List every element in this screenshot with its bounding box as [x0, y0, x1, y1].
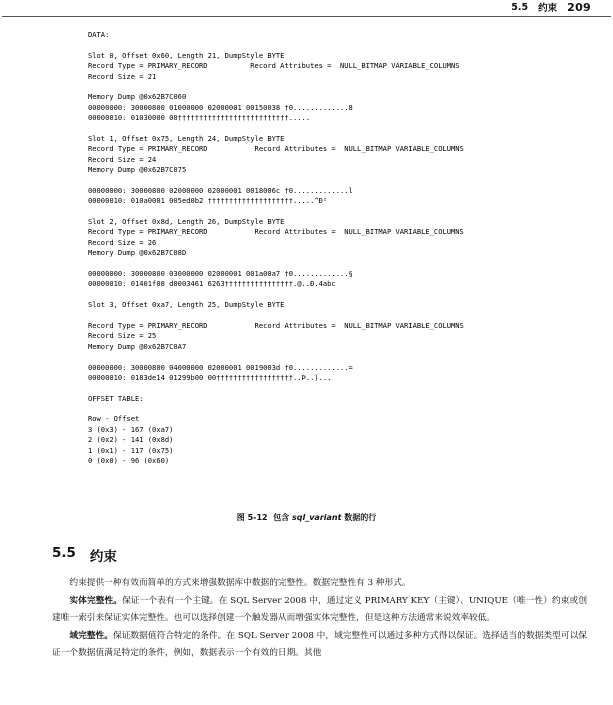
dump-line: 00000000: 30000800 03000000 02000001 001a00a7 †0.............§ [88, 268, 353, 278]
dump-line: Record Size = 25 [88, 331, 157, 341]
figure-label: 图 5-12 [236, 513, 268, 522]
dump-line [88, 124, 588, 134]
dump-line: Record Type = PRIMARY_RECORD Record Attributes = NULL_BITMAP VARIABLE_COLUMNS [88, 320, 464, 330]
header-rule [2, 16, 611, 17]
dump-line [88, 311, 588, 321]
paragraph [52, 593, 587, 628]
dump-line [88, 207, 588, 217]
dump-line: 00000000: 30000800 02000000 02000001 0018006c †0.............l [88, 185, 353, 195]
section-title: 约束 [89, 549, 117, 565]
page-number: 209 [567, 0, 591, 14]
dump-line [88, 175, 588, 185]
dump-line: 1 (0x1) - 117 (0x75) [88, 445, 174, 455]
caption-before: 包含 [273, 513, 292, 522]
dump-line: Record Type = PRIMARY_RECORD Record Attributes = NULL_BITMAP VARIABLE_COLUMNS [88, 227, 464, 237]
dump-line: Row - Offset [88, 414, 140, 424]
dump-line: Record Type = PRIMARY_RECORD Record Attributes = NULL_BITMAP VARIABLE_COLUMNS [88, 61, 460, 71]
paragraph-lead: 域完整性。 [69, 630, 113, 641]
dump-line: 2 (0x2) - 141 (0x8d) [88, 435, 174, 445]
dump-line [88, 383, 588, 393]
dump-line: Memory Dump @0x62B7C075 [88, 165, 187, 175]
dump-line: Record Size = 26 [88, 237, 157, 247]
dump-line [88, 259, 588, 269]
dump-line: Slot 3, Offset 0xa7, Length 25, DumpStyle BYTE [88, 300, 285, 310]
dump-line: Memory Dump @0x62B7C0A7 [88, 341, 187, 351]
dump-line: 0 (0x0) - 96 (0x60) [88, 456, 170, 466]
dump-line: 00000010: 0183de14 01299b00 00††††††††††††††††††..Þ..)... [88, 372, 332, 382]
dump-line: Memory Dump @0x62B7C060 [88, 92, 187, 102]
dump-line: OFFSET TABLE: [88, 393, 144, 403]
figure-caption [0, 512, 613, 523]
dump-line [88, 40, 588, 50]
dump-line [88, 352, 588, 362]
paragraph-text: 保证数据值符合特定的条件。在 SQL Server 2008 中，域完整性可以通过多种方式得以保证。选择适当的数据类型可以保证一个数据值满足特定的条件，例如，数据表示一个有效的日期。其他 [52, 630, 587, 659]
paragraph-text: 保证一个表有一个主键。在 SQL Server 2008 中，通过定义 PRIMARY KEY（主键）、UNIQUE（唯一性）约束或创建唯一索引来保证实体完整性。也可以选择创建一个触发器从而增强实体完整性，但是这种方法通常来说效率较低。 [52, 595, 588, 624]
dump-line: 00000010: 01401f08 d0003461 6263††††††††††††††††.@..Ð.4abc [88, 279, 336, 289]
dump-line [88, 290, 588, 300]
paragraph [52, 575, 587, 593]
dump-line: 3 (0x3) - 167 (0xa7) [88, 424, 174, 434]
dump-line: Slot 2, Offset 0x8d, Length 26, DumpStyle BYTE [88, 217, 285, 227]
paragraph [52, 628, 587, 663]
caption-after: 数据的行 [341, 513, 377, 522]
header-section-number: 5.5 [511, 1, 529, 13]
paragraph-text: 约束提供一种有效而简单的方式来增强数据库中数据的完整性。数据完整性有 3 种形式。 [69, 578, 411, 588]
dump-line: Slot 1, Offset 0x75, Length 24, DumpStyle BYTE [88, 133, 285, 143]
page-header [511, 0, 591, 14]
dump-line: 00000010: 01030000 00††††††††††††††††††††††††††..... [88, 113, 311, 123]
dump-line: 00000000: 30000800 04000000 02000001 0019003d †0.............= [88, 362, 353, 372]
dump-line: Record Size = 21 [88, 71, 157, 81]
section-heading [52, 545, 117, 565]
dump-line: 00000000: 30000800 01000000 02000001 00150038 †0.............8 [88, 102, 353, 112]
dump-line: Slot 0, Offset 0x60, Length 21, DumpStyle BYTE [88, 50, 285, 60]
dump-line [88, 404, 588, 414]
body-text [52, 575, 587, 663]
header-section-title: 约束 [538, 3, 558, 14]
dump-line: Record Type = PRIMARY_RECORD Record Attributes = NULL_BITMAP VARIABLE_COLUMNS [88, 144, 464, 154]
dump-line: Memory Dump @0x62B7C08D [88, 248, 187, 258]
dump-line [88, 82, 588, 92]
caption-italic: sql_variant [291, 513, 342, 522]
dump-line: Record Size = 24 [88, 154, 157, 164]
dbcc-page-dump [88, 30, 588, 466]
paragraph-lead: 实体完整性。 [69, 595, 123, 606]
dump-line: DATA: [88, 30, 110, 39]
dump-line: 00000010: 010a0001 005ed0b2 ††††††††††††††††††††.....^Ð² [88, 196, 328, 206]
section-number: 5.5 [52, 545, 76, 561]
